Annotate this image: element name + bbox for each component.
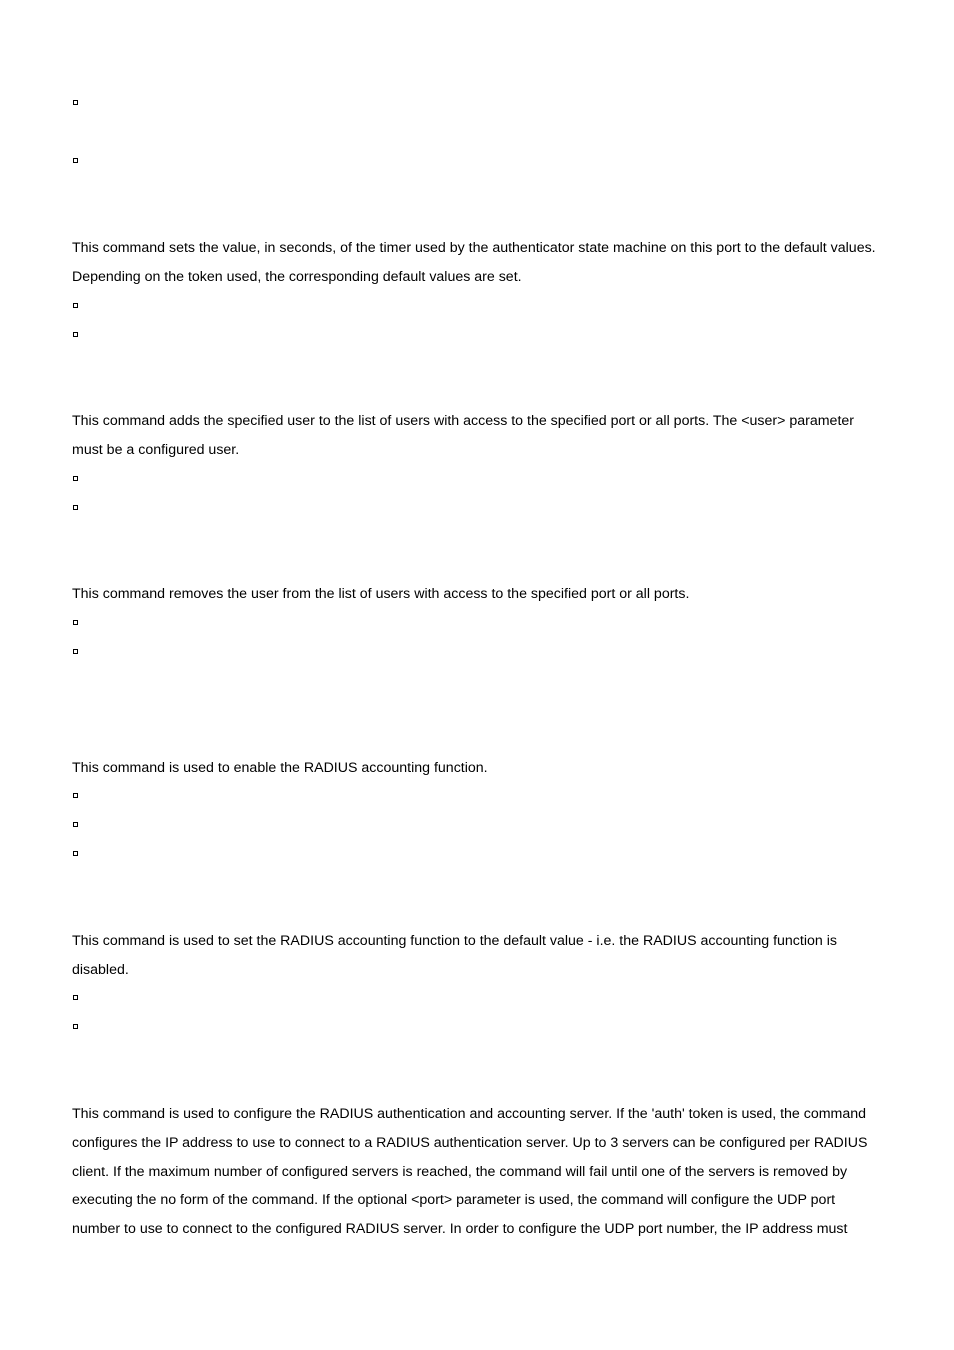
bullet-marker <box>72 475 80 483</box>
bullet-marker <box>72 619 80 627</box>
paragraph-radius-accounting-default: This command is used to set the RADIUS accounting function to the default value - i.e. the RADIUS accounting function is disabled. <box>72 933 837 978</box>
bullet-marker <box>72 504 80 512</box>
bullet-marker <box>72 331 80 339</box>
bullet-marker <box>72 302 80 310</box>
bullet-marker <box>72 99 80 107</box>
bullet-marker <box>72 850 80 858</box>
bullet-marker <box>72 157 80 165</box>
paragraph-timer-default: This command sets the value, in seconds, of the timer used by the authenticator state machine on this port to the default values. Depending on the token used, the corresponding default values are set. <box>72 240 876 285</box>
paragraph-add-user: This command adds the specified user to the list of users with access to the specified port or all ports. The <user> parameter must be a configured user. <box>72 413 855 458</box>
paragraph-radius-server-config: This command is used to configure the RADIUS authentication and accounting server. If the 'auth' token is used, the command configures the IP address to use to connect to a RADIUS authentication server. Up to 3 servers can be configured per RADIUS client. If the maximum number of configured servers is reached, the command will fail until one of the servers is removed by executing the no form of the command. If the optional <port> parameter is used, the command will configure the UDP port number to use to connect to the configured RADIUS server. In order to configure the UDP port number, the IP address must <box>72 1106 868 1238</box>
bullet-marker <box>72 821 80 829</box>
bullet-marker <box>72 792 80 800</box>
paragraph-remove-user: This command removes the user from the list of users with access to the specified port or all ports. <box>72 586 690 602</box>
bullet-marker <box>72 994 80 1002</box>
bullet-marker <box>72 1023 80 1031</box>
paragraph-radius-accounting-enable: This command is used to enable the RADIUS accounting function. <box>72 760 488 776</box>
bullet-marker <box>72 648 80 656</box>
